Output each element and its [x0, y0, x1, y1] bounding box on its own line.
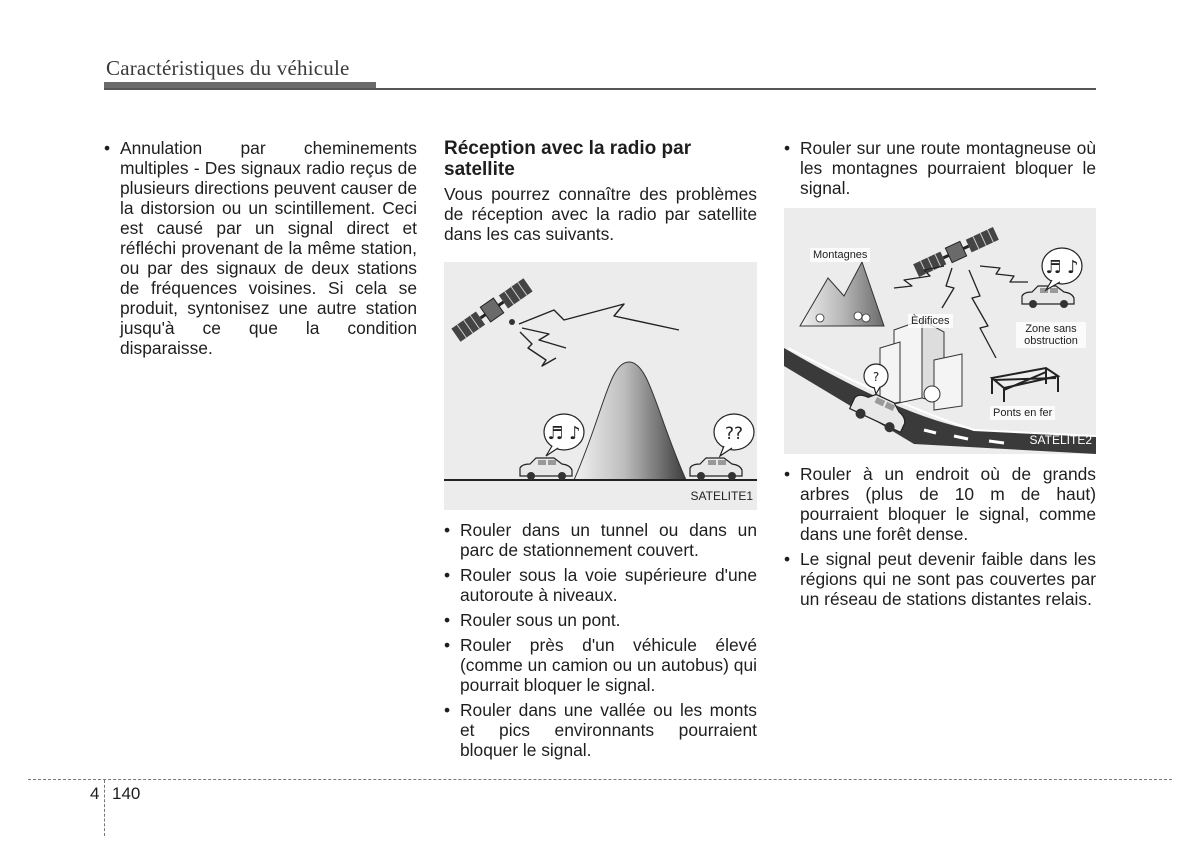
list-item: • Rouler sur une route montagneuse où les montagnes pourraient bloquer le signal. [784, 138, 1096, 198]
intro-paragraph: Vous pourrez connaître des problèmes de réception avec la radio par satellite dans les cas suivants. [444, 184, 757, 244]
footer-divider [28, 779, 1172, 780]
list-item: • Rouler sous la voie supérieure d'une autoroute à niveaux. [444, 565, 757, 605]
bullet-list [784, 464, 1096, 609]
page-header-title: Caractéristiques du véhicule [106, 56, 350, 80]
figure-satellite-2 [784, 208, 1096, 454]
bridge-icon [992, 368, 1058, 402]
svg-text:??: ?? [724, 424, 744, 444]
buildings-icon [880, 320, 962, 410]
mountain-icon [800, 262, 884, 326]
bullet-list [444, 520, 757, 760]
header-rule [104, 88, 1096, 90]
column-middle [444, 138, 757, 765]
svg-text:♬ ♪: ♬ ♪ [547, 423, 581, 444]
list-item: • Le signal peut devenir faible dans les régions qui ne sont pas couvertes par un réseau de stations distantes relais. [784, 549, 1096, 609]
figure-caption: SATELITE2 [1029, 433, 1092, 447]
label-bridges: Ponts en fer [990, 406, 1055, 420]
list-item: • Annulation par cheminements multiples - Des signaux radio reçus de plusieurs directions peuvent causer de la distorsion ou un scintillement. Ceci est causé par un signal direct et réfléchi provenant de la même station, ou par des signaux de deux stations de fréquences voisines. Si cela se produit, syntonisez une autre station jusqu'à ce que la condition disparaisse. [104, 138, 417, 358]
list-item: • Rouler près d'un véhicule élevé (comme un camion ou un autobus) qui pourrait bloquer le signal. [444, 635, 757, 695]
bullet-list [784, 138, 1096, 198]
list-item: • Rouler dans un tunnel ou dans un parc de stationnement couvert. [444, 520, 757, 560]
label-mountains: Montagnes [810, 248, 870, 262]
label-buildings: Èdifices [908, 314, 953, 328]
page-number: 140 [112, 784, 141, 803]
bullet-list [104, 138, 417, 358]
speech-bubble-icon [544, 414, 584, 456]
car-icon [690, 458, 742, 480]
column-right [784, 138, 1096, 614]
speech-bubble-icon [1042, 248, 1082, 290]
mountain-icon [574, 362, 686, 480]
speech-bubble-icon [714, 414, 754, 456]
car-icon [520, 458, 572, 480]
list-item: • Rouler sous un pont. [444, 610, 757, 630]
list-item: • Rouler dans une vallée ou les monts et pics environnants pourraient bloquer le signal. [444, 700, 757, 760]
figure-caption: SATELITE1 [690, 489, 753, 503]
chapter-number: 4 [90, 784, 100, 803]
section-heading: Réception avec la radio par satellite [444, 138, 692, 180]
satellite-illustration-1 [444, 262, 757, 510]
list-item: • Rouler à un endroit où de grands arbres (plus de 10 m de haut) pourraient bloquer le signal, comme dans une forêt dense. [784, 464, 1096, 544]
label-clear-zone: Zone sans obstruction [1016, 322, 1086, 348]
svg-text:♬ ♪: ♬ ♪ [1045, 257, 1079, 278]
footer-vertical-divider [104, 780, 105, 836]
signal-lightning-icon [519, 304, 679, 366]
svg-text:?: ? [872, 370, 880, 384]
column-left [104, 138, 417, 363]
figure-satellite-1 [444, 262, 757, 510]
